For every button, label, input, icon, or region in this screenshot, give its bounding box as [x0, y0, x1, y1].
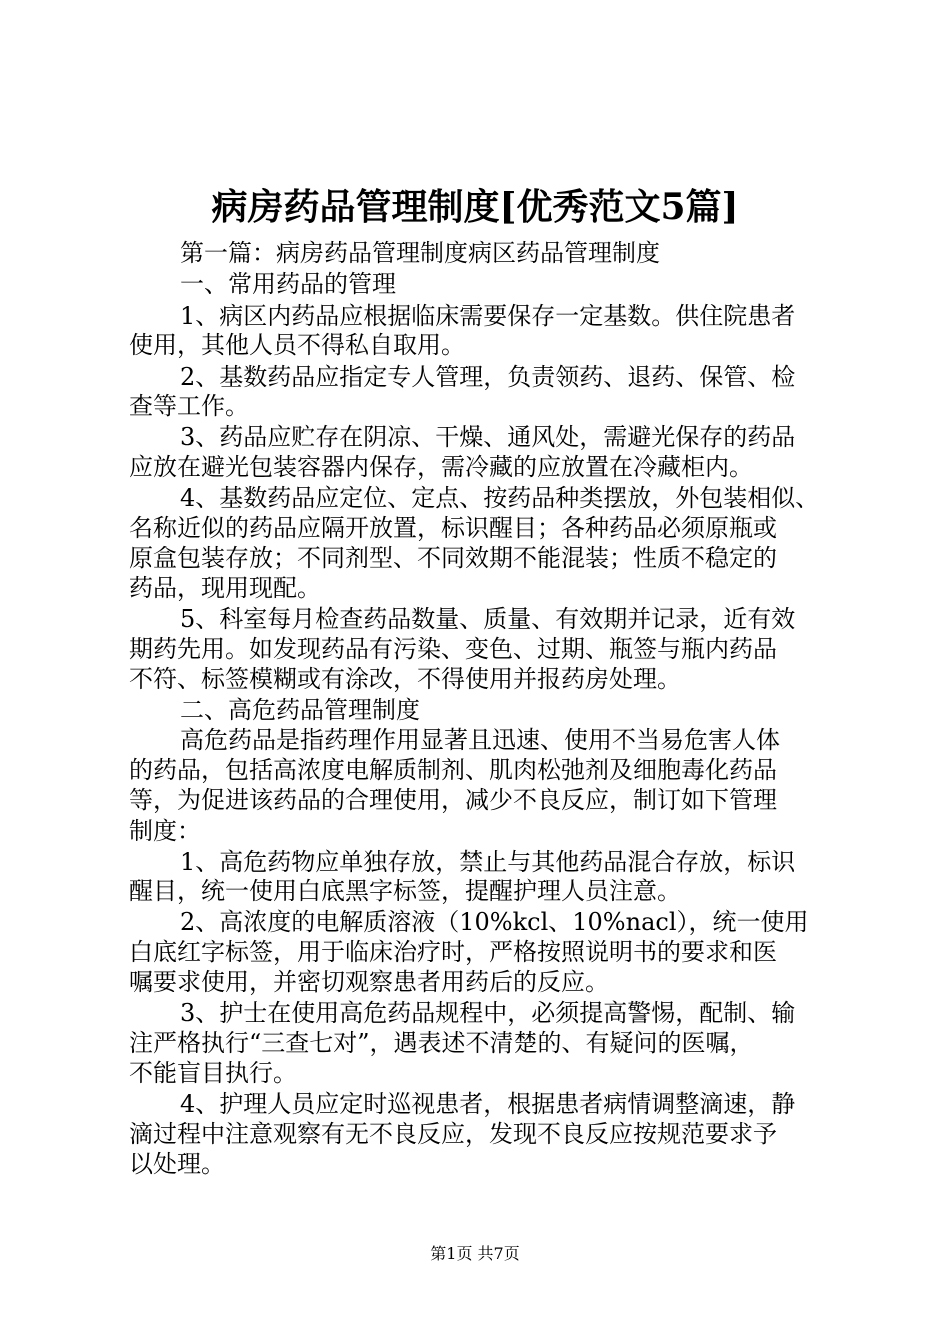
- section-heading-common-drugs: 一、常用药品的管理: [180, 270, 396, 298]
- section-heading-high-risk-drugs: 二、高危药品管理制度: [180, 696, 420, 724]
- paragraph-line: 2、高浓度的电解质溶液（10%kcl、10%nacl），统一使用: [180, 908, 809, 936]
- paragraph-line: 制度：: [129, 817, 201, 845]
- paragraph-line: 不能盲目执行。: [129, 1059, 297, 1087]
- paragraph-line: 查等工作。: [129, 392, 249, 420]
- paragraph-line: 白底红字标签，用于临床治疗时，严格按照说明书的要求和医: [129, 938, 777, 966]
- paragraph-line: 醒目，统一使用白底黑字标签，提醒护理人员注意。: [129, 877, 681, 905]
- paragraph-line: 滴过程中注意观察有无不良反应，发现不良反应按规范要求予: [129, 1120, 777, 1148]
- document-title: 病房药品管理制度[优秀范文5篇]: [211, 186, 739, 228]
- paragraph-line: 1、高危药物应单独存放，禁止与其他药品混合存放，标识: [180, 848, 796, 876]
- paragraph-line: 应放在避光包装容器内保存，需冷藏的应放置在冷藏柜内。: [129, 453, 753, 481]
- page-footer: 第1页 共7页: [430, 1244, 520, 1263]
- paragraph-line: 等，为促进该药品的合理使用，减少不良反应，制订如下管理: [129, 786, 777, 814]
- paragraph-line: 4、护理人员应定时巡视患者，根据患者病情调整滴速，静: [180, 1090, 796, 1118]
- heading-part-one: 第一篇：病房药品管理制度病区药品管理制度: [180, 239, 660, 267]
- paragraph-line: 原盒包装存放；不同剂型、不同效期不能混装；性质不稳定的: [129, 544, 777, 572]
- paragraph-line: 使用，其他人员不得私自取用。: [129, 331, 465, 359]
- paragraph-line: 2、基数药品应指定专人管理，负责领药、退药、保管、检: [180, 363, 796, 391]
- paragraph-line: 5、科室每月检查药品数量、质量、有效期并记录，近有效: [180, 605, 796, 633]
- paragraph-line: 3、药品应贮存在阴凉、干燥、通风处，需避光保存的药品: [180, 423, 796, 451]
- paragraph-line: 的药品，包括高浓度电解质制剂、肌肉松弛剂及细胞毒化药品: [129, 756, 777, 784]
- paragraph-line: 注严格执行“三查七对”，遇表述不清楚的、有疑问的医嘱，: [129, 1029, 754, 1057]
- paragraph-line: 4、基数药品应定位、定点、按药品种类摆放，外包装相似、: [180, 484, 820, 512]
- paragraph-line: 以处理。: [129, 1150, 225, 1178]
- paragraph-line: 1、病区内药品应根据临床需要保存一定基数。供住院患者: [180, 302, 796, 330]
- paragraph-line: 期药先用。如发现药品有污染、变色、过期、瓶签与瓶内药品: [129, 635, 777, 663]
- paragraph-line: 名称近似的药品应隔开放置，标识醒目；各种药品必须原瓶或: [129, 514, 777, 542]
- paragraph-line: 3、护士在使用高危药品规程中，必须提高警惕，配制、输: [180, 999, 796, 1027]
- paragraph-line: 嘱要求使用，并密切观察患者用药后的反应。: [129, 968, 609, 996]
- paragraph-line: 药品，现用现配。: [129, 574, 321, 602]
- paragraph-line: 高危药品是指药理作用显著且迅速、使用不当易危害人体: [180, 726, 780, 754]
- paragraph-line: 不符、标签模糊或有涂改，不得使用并报药房处理。: [129, 665, 681, 693]
